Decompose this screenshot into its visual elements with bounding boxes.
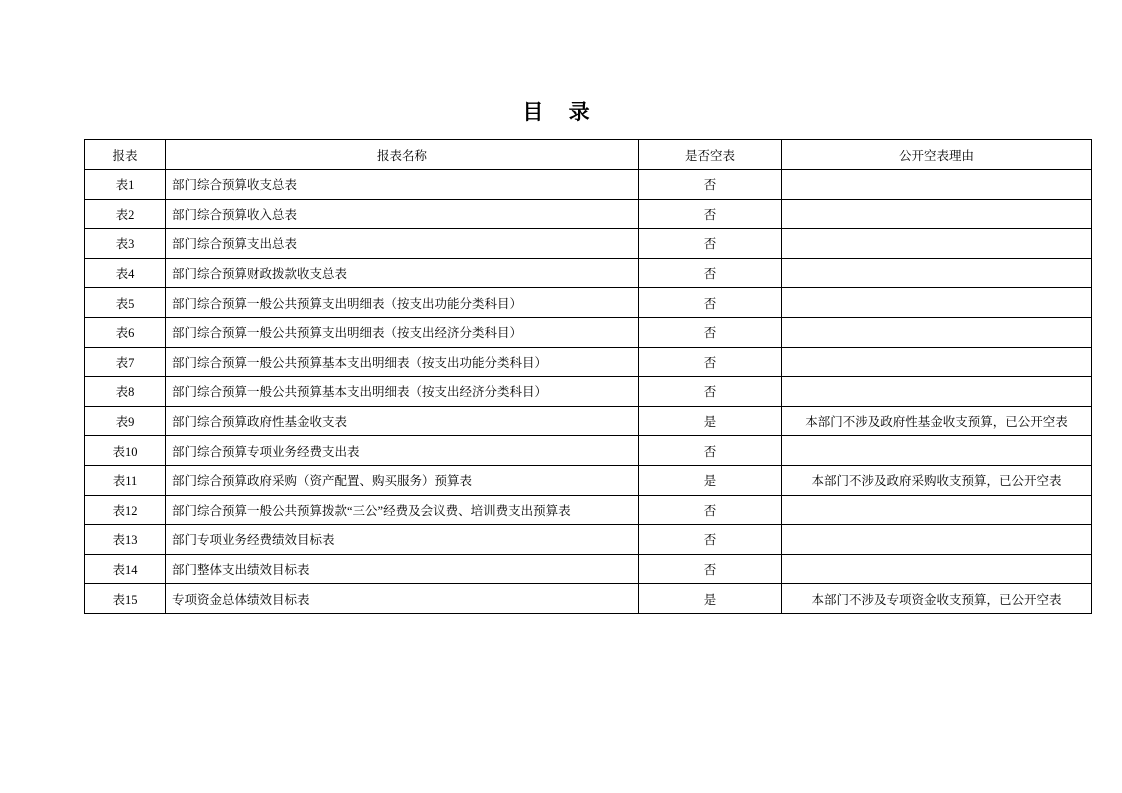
cell-empty-reason: [782, 495, 1092, 525]
cell-report-name: 部门综合预算支出总表: [166, 229, 639, 259]
table-row: [85, 317, 1092, 347]
cell-empty-reason: 本部门不涉及政府性基金收支预算，已公开空表: [782, 406, 1092, 436]
cell-report-no: 表11: [85, 465, 166, 495]
column-header-is-empty: 是否空表: [639, 140, 782, 170]
cell-empty-reason: [782, 258, 1092, 288]
cell-empty-reason: [782, 554, 1092, 584]
table-header: [85, 140, 1092, 170]
cell-empty-reason: 本部门不涉及专项资金收支预算，已公开空表: [782, 584, 1092, 614]
cell-report-no: 表12: [85, 495, 166, 525]
cell-is-empty: 否: [639, 170, 782, 200]
cell-empty-reason: [782, 525, 1092, 555]
column-header-report-name: 报表名称: [166, 140, 639, 170]
table-row: [85, 170, 1092, 200]
table-header-row: [85, 140, 1092, 170]
cell-is-empty: 否: [639, 258, 782, 288]
table-row: [85, 465, 1092, 495]
cell-is-empty: 否: [639, 347, 782, 377]
cell-report-name: 部门综合预算政府性基金收支表: [166, 406, 639, 436]
table-row: [85, 199, 1092, 229]
page-title: 目 录: [522, 100, 600, 124]
cell-report-no: 表14: [85, 554, 166, 584]
table-row: [85, 554, 1092, 584]
cell-empty-reason: 本部门不涉及政府采购收支预算，已公开空表: [782, 465, 1092, 495]
cell-empty-reason: [782, 347, 1092, 377]
column-header-empty-reason: 公开空表理由: [782, 140, 1092, 170]
table-row: [85, 347, 1092, 377]
column-header-report-no: 报表: [85, 140, 166, 170]
cell-report-name: 部门综合预算政府采购（资产配置、购买服务）预算表: [166, 465, 639, 495]
cell-report-no: 表7: [85, 347, 166, 377]
cell-report-name: 部门综合预算一般公共预算基本支出明细表（按支出经济分类科目）: [166, 377, 639, 407]
cell-report-name: 部门综合预算收入总表: [166, 199, 639, 229]
cell-report-no: 表13: [85, 525, 166, 555]
cell-is-empty: 否: [639, 554, 782, 584]
table-row: [85, 436, 1092, 466]
cell-report-no: 表8: [85, 377, 166, 407]
table-row: [85, 584, 1092, 614]
cell-report-name: 部门综合预算一般公共预算拨款“三公”经费及会议费、培训费支出预算表: [166, 495, 639, 525]
cell-is-empty: 否: [639, 288, 782, 318]
catalog-table-container: [84, 139, 1068, 614]
cell-empty-reason: [782, 199, 1092, 229]
cell-report-name: 部门整体支出绩效目标表: [166, 554, 639, 584]
cell-is-empty: 否: [639, 495, 782, 525]
cell-report-no: 表5: [85, 288, 166, 318]
cell-report-name: 部门综合预算一般公共预算支出明细表（按支出功能分类科目）: [166, 288, 639, 318]
cell-empty-reason: [782, 288, 1092, 318]
cell-is-empty: 否: [639, 525, 782, 555]
cell-report-no: 表1: [85, 170, 166, 200]
cell-is-empty: 否: [639, 229, 782, 259]
cell-is-empty: 否: [639, 317, 782, 347]
cell-empty-reason: [782, 436, 1092, 466]
cell-is-empty: 是: [639, 465, 782, 495]
cell-report-no: 表3: [85, 229, 166, 259]
table-row: [85, 495, 1092, 525]
cell-report-name: 部门综合预算财政拨款收支总表: [166, 258, 639, 288]
cell-report-no: 表10: [85, 436, 166, 466]
cell-report-name: 部门综合预算专项业务经费支出表: [166, 436, 639, 466]
table-row: [85, 525, 1092, 555]
table-row: [85, 288, 1092, 318]
cell-report-name: 部门综合预算一般公共预算支出明细表（按支出经济分类科目）: [166, 317, 639, 347]
cell-report-name: 部门综合预算收支总表: [166, 170, 639, 200]
cell-report-no: 表15: [85, 584, 166, 614]
cell-is-empty: 否: [639, 377, 782, 407]
cell-empty-reason: [782, 229, 1092, 259]
cell-report-no: 表4: [85, 258, 166, 288]
cell-report-name: 部门专项业务经费绩效目标表: [166, 525, 639, 555]
cell-is-empty: 是: [639, 406, 782, 436]
cell-empty-reason: [782, 170, 1092, 200]
cell-report-name: 部门综合预算一般公共预算基本支出明细表（按支出功能分类科目）: [166, 347, 639, 377]
cell-report-no: 表6: [85, 317, 166, 347]
cell-empty-reason: [782, 317, 1092, 347]
table-row: [85, 229, 1092, 259]
cell-report-no: 表2: [85, 199, 166, 229]
table-row: [85, 406, 1092, 436]
catalog-table: [84, 139, 1092, 614]
table-body: [85, 170, 1092, 614]
cell-is-empty: 是: [639, 584, 782, 614]
table-row: [85, 258, 1092, 288]
cell-report-no: 表9: [85, 406, 166, 436]
cell-is-empty: 否: [639, 199, 782, 229]
cell-empty-reason: [782, 377, 1092, 407]
table-row: [85, 377, 1092, 407]
cell-is-empty: 否: [639, 436, 782, 466]
cell-report-name: 专项资金总体绩效目标表: [166, 584, 639, 614]
